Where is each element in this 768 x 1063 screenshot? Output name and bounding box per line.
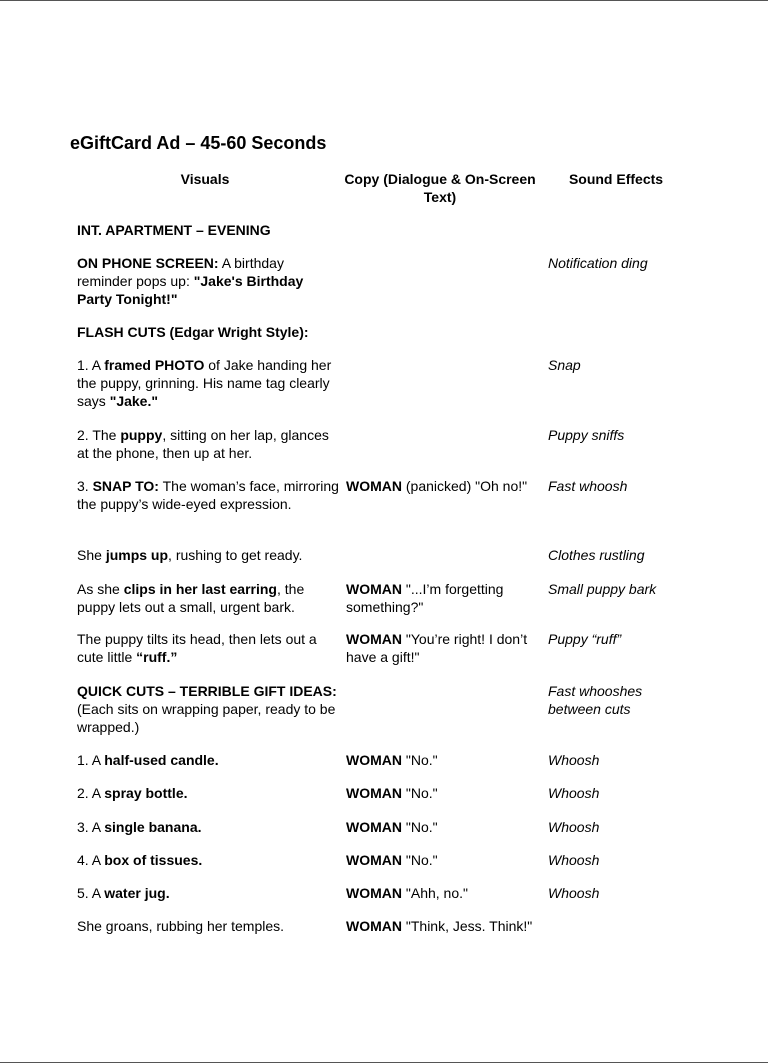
visual-cell	[77, 546, 339, 564]
sound-effect-cell: Small puppy bark	[548, 581, 657, 597]
visual-segment: half-used candle.	[104, 752, 219, 768]
visual-segment: 5. A	[77, 885, 105, 901]
visual-cell	[77, 221, 339, 239]
visual-segment: puppy	[120, 427, 163, 443]
visual-cell	[77, 884, 339, 902]
visual-segment: As she	[77, 581, 124, 597]
visual-cell	[77, 580, 339, 616]
sound-effect-cell: Fast whooshes between cuts	[548, 683, 643, 717]
visual-segment: , the puppy lets out a small, urgent bark.	[77, 581, 305, 615]
visual-segment: of Jake handing her the puppy, grinning. His name tag clearly says	[77, 357, 332, 409]
column-header-copy: Copy (Dialogue & On-Screen Text)	[344, 171, 536, 205]
visual-segment: The puppy tilts its head, then lets out a cute little	[77, 631, 317, 665]
copy-cell	[346, 884, 538, 902]
visual-segment: 1. A	[77, 357, 105, 373]
copy-segment: WOMAN	[346, 581, 402, 597]
sound-effect-cell: Whoosh	[548, 752, 600, 768]
copy-cell	[346, 851, 538, 869]
visual-segment: clips in her last earring	[123, 581, 277, 597]
visual-cell	[77, 784, 339, 802]
visual-segment: water jug.	[104, 885, 170, 901]
copy-segment: WOMAN	[346, 785, 402, 801]
visual-cell	[77, 751, 339, 769]
visual-segment: 3. A	[77, 819, 105, 835]
copy-segment: WOMAN	[346, 819, 402, 835]
copy-cell	[346, 630, 538, 666]
visual-cell	[77, 630, 339, 666]
copy-cell	[346, 784, 538, 802]
visual-cell	[77, 682, 339, 736]
visual-segment: She groans, rubbing her temples.	[77, 918, 285, 934]
sound-effect-cell: Whoosh	[548, 785, 600, 801]
sound-effect-cell: Whoosh	[548, 852, 600, 868]
visual-segment: She	[77, 547, 106, 563]
visual-segment: (Each sits on wrapping paper, ready to be wrapped.)	[77, 701, 336, 735]
visual-segment: jumps up	[105, 547, 169, 563]
sound-effect-cell: Puppy sniffs	[548, 427, 625, 443]
sound-effect-cell: Puppy “ruff”	[548, 631, 622, 647]
copy-segment: WOMAN	[346, 885, 402, 901]
visual-segment: The woman’s face, mirroring the puppy’s wide-eyed expression.	[77, 478, 339, 512]
visual-segment: box of tissues.	[104, 852, 203, 868]
sound-effect-cell: Fast whoosh	[548, 478, 628, 494]
document-title: eGiftCard Ad – 45-60 Seconds	[70, 133, 327, 153]
visual-segment: 1. A	[77, 752, 105, 768]
copy-segment: WOMAN	[346, 752, 402, 768]
visual-segment: FLASH CUTS (Edgar Wright Style):	[77, 324, 309, 340]
visual-segment: ON PHONE SCREEN:	[77, 255, 219, 271]
copy-segment: "Ahh, no."	[402, 885, 468, 901]
visual-segment: , sitting on her lap, glances at the phone, then up at her.	[77, 427, 329, 461]
copy-segment: "No."	[402, 752, 438, 768]
column-header-sound-effects: Sound Effects	[568, 171, 664, 187]
visual-segment: QUICK CUTS – TERRIBLE GIFT IDEAS:	[77, 683, 337, 699]
copy-segment: (panicked) "Oh no!"	[402, 478, 528, 494]
copy-segment: "No."	[402, 819, 438, 835]
sound-effect-cell: Notification ding	[548, 255, 648, 271]
visual-segment: spray bottle.	[104, 785, 188, 801]
visual-segment: "Jake's Birthday Party Tonight!"	[77, 273, 304, 307]
sound-effect-cell: Whoosh	[548, 819, 600, 835]
copy-segment: "Think, Jess. Think!"	[402, 918, 533, 934]
visual-segment: 2. The	[77, 427, 121, 443]
copy-segment: "You’re right! I don’t have a gift!"	[346, 631, 528, 665]
visual-segment: 4. A	[77, 852, 105, 868]
visual-segment: , rushing to get ready.	[168, 547, 303, 563]
copy-segment: WOMAN	[346, 478, 402, 494]
visual-segment: INT. APARTMENT – EVENING	[77, 222, 271, 238]
visual-segment: 3.	[77, 478, 93, 494]
copy-segment: "No."	[402, 852, 438, 868]
visual-cell	[77, 917, 339, 935]
column-header-visuals: Visuals	[180, 171, 230, 187]
sound-effect-cell: Clothes rustling	[548, 547, 645, 563]
copy-segment: "...I’m forgetting something?"	[346, 581, 504, 615]
visual-segment: “ruff.”	[136, 649, 178, 665]
copy-cell	[346, 751, 538, 769]
visual-segment: framed PHOTO	[104, 357, 205, 373]
visual-cell	[77, 426, 339, 462]
copy-segment: "No."	[402, 785, 438, 801]
visual-segment: "Jake."	[109, 393, 158, 409]
sound-effect-cell: Whoosh	[548, 885, 600, 901]
visual-cell	[77, 818, 339, 836]
visual-cell	[77, 356, 339, 410]
visual-cell	[77, 477, 339, 513]
visual-cell	[77, 323, 339, 341]
copy-cell	[346, 818, 538, 836]
visual-cell	[77, 254, 339, 308]
copy-cell	[346, 580, 538, 616]
sound-effect-cell: Snap	[548, 357, 581, 373]
visual-segment: A birthday reminder pops up:	[77, 255, 284, 289]
copy-cell	[346, 477, 538, 495]
visual-segment: single banana.	[104, 819, 202, 835]
copy-cell	[346, 917, 538, 935]
visual-segment: 2. A	[77, 785, 105, 801]
copy-segment: WOMAN	[346, 852, 402, 868]
copy-segment: WOMAN	[346, 918, 402, 934]
visual-segment: SNAP TO:	[92, 478, 159, 494]
copy-segment: WOMAN	[346, 631, 402, 647]
visual-cell	[77, 851, 339, 869]
